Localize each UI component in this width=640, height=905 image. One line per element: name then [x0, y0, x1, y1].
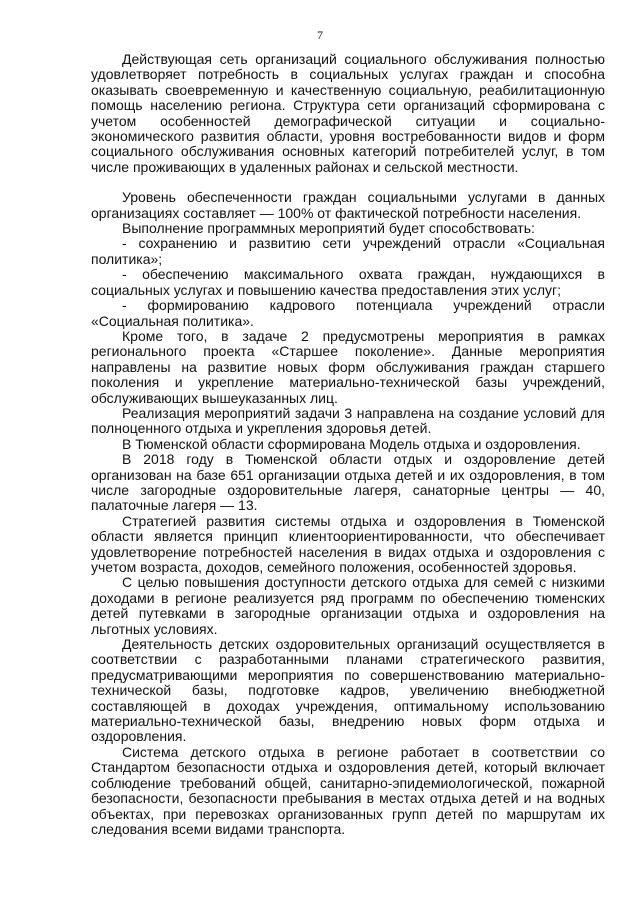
paragraph: Выполнение программных мероприятий будет способствовать:	[122, 220, 535, 237]
paragraph: Стратегией развития системы отдыха и оздоровления в Тюменской области является принцип клиентоориентированности, что обеспечивает удовлетворение потребностей населения в видах отдыха и оздоровления с учетом возраста, доходов, семейного положения, особенностей здоровья.	[91, 512, 605, 575]
document-body	[91, 52, 605, 837]
page-number: 7	[317, 28, 323, 42]
list-item: - сохранению и развитию сети учреждений отрасли «Социальная политика»;	[91, 235, 605, 267]
paragraph: Деятельность детских оздоровительных организаций осуществляется в соответствии с разработанными планами стратегического развития, предусматривающими мероприятия по совершенствованию материально-технической базы, подготовке кадров, увеличению внебюджетной составляющей в доходах учреждения, оптимальному использованию материально-технической базы, внедрению новых форм отдыха и оздоровления.	[91, 636, 605, 745]
paragraph: Действующая сеть организаций социального обслуживания полностью удовлетворяет потребность в социальных услугах граждан и способна оказывать своевременную и качественную социальную, реабилитационную помощь населению региона. Структура сети организаций сформирована с учетом особенностей демографической ситуации и социально-экономического развития области, уровня востребованности видов и форм социального обслуживания основных категорий потребителей услуг, в том числе проживающих в удаленных районах и сельской местности.	[91, 51, 605, 175]
paragraph: В 2018 году в Тюменской области отдых и оздоровление детей организован на базе 651 организации отдыха детей и их оздоровления, в том числе загородные оздоровительные лагеря, санаторные центры — 40, палаточные лагеря — 13.	[91, 451, 605, 514]
paragraph: Кроме того, в задаче 2 предусмотрены мероприятия в рамках регионального проекта «Старшее поколение». Данные мероприятия направлены на развитие новых форм обслуживания граждан старшего поколения и укрепление материально-технической базы учреждений, обслуживающих вышеуказанных лиц.	[91, 327, 605, 406]
paragraph: В Тюменской области сформирована Модель отдыха и оздоровления.	[122, 435, 581, 452]
paragraph: Уровень обеспеченности граждан социальными услугами в данных организациях составляет — 100% от фактической потребности населения.	[91, 189, 605, 221]
list-item: - обеспечению максимального охвата граждан, нуждающихся в социальных услугах и повышению качества предоставления этих услуг;	[91, 266, 605, 298]
list-item: - формированию кадрового потенциала учреждений отрасли «Социальная политика».	[91, 297, 605, 329]
paragraph: Система детского отдыха в регионе работает в соответствии со Стандартом безопасности отдыха и оздоровления детей, который включает соблюдение требований общей, санитарно-эпидемиологической, пожарной безопасности, безопасности пребывания в местах отдыха детей и на водных объектах, при перевозках организованных групп детей по маршрутам их следования всеми видами транспорта.	[91, 743, 605, 837]
paragraph: Реализация мероприятий задачи 3 направлена на создание условий для полноценного отдыха и укрепления здоровья детей.	[91, 404, 605, 437]
paragraph: С целью повышения доступности детского отдыха для семей с низкими доходами в регионе реализуется ряд программ по обеспечению тюменских детей путевками в загородные организации отдыха и оздоровления на льготных условиях.	[91, 574, 605, 637]
